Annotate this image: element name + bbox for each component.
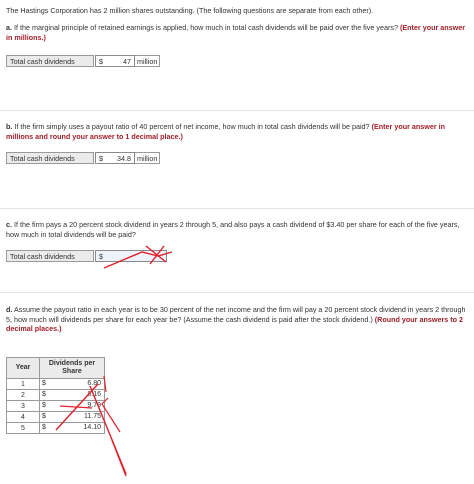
dollar-sign: $ — [99, 57, 103, 66]
dividend-value: 11.75 — [84, 413, 101, 420]
dividends-table — [6, 357, 105, 434]
header-dividends-per-share: Dividends per Share — [40, 358, 105, 379]
part-b-answer-value: 34.8 — [117, 154, 131, 163]
dividend-value: 6.80 — [87, 380, 101, 387]
part-d-question — [6, 305, 468, 334]
part-d-letter: d. — [6, 305, 13, 314]
part-a-answer-row — [6, 55, 160, 67]
part-c-answer-input[interactable] — [95, 250, 167, 262]
part-a-answer-label: Total cash dividends — [6, 55, 94, 67]
part-a-letter: a. — [6, 23, 12, 32]
part-b-letter: b. — [6, 122, 13, 131]
dividend-input[interactable] — [40, 401, 105, 412]
part-b-text: If the firm simply uses a payout ratio of 40 percent of net income, how much in total cash dividends will be paid? — [12, 122, 372, 131]
dollar-sign: $ — [42, 413, 46, 420]
table-header-row — [7, 358, 105, 379]
section-divider — [0, 208, 474, 209]
part-c-answer-label: Total cash dividends — [6, 250, 94, 262]
year-cell: 3 — [7, 401, 40, 412]
dollar-sign: $ — [42, 391, 46, 398]
dividend-input[interactable] — [40, 390, 105, 401]
dollar-sign: $ — [42, 424, 46, 431]
table-row — [7, 412, 105, 423]
dividend-input[interactable] — [40, 423, 105, 434]
part-d-instruction: (Round your answers to 2 decimal places.) — [6, 314, 464, 334]
part-c-question — [6, 220, 468, 239]
part-b-question — [6, 122, 468, 141]
intro-text — [6, 6, 468, 16]
part-a-text: If the marginal principle of retained earnings is applied, how much in total cash dividends will be paid over the five years? — [12, 23, 400, 32]
part-a-instruction: (Enter your answer in millions.) — [6, 23, 466, 42]
table-row — [7, 401, 105, 412]
year-cell: 1 — [7, 379, 40, 390]
part-b-answer-row — [6, 152, 160, 164]
table-row — [7, 379, 105, 390]
dollar-sign: $ — [99, 252, 103, 261]
dollar-sign: $ — [42, 402, 46, 409]
part-a-question — [6, 23, 468, 42]
dividend-input[interactable] — [40, 379, 105, 390]
intro-sentence: The Hastings Corporation has 2 million shares outstanding. (The following questions are separate from each other). — [6, 6, 374, 15]
part-d-text: Assume the payout ratio in each year is to be 30 percent of the net income and the firm will pay a 20 percent stock dividend in years 2 through 5, how much will dividends per share for each year be? (Assume the cash dividend is paid after the stock dividend.) — [6, 305, 466, 324]
table-row — [7, 423, 105, 434]
part-a-unit: million — [135, 55, 160, 67]
part-b-unit: million — [135, 152, 160, 164]
dividend-value: 14.10 — [83, 424, 101, 431]
part-b-answer-label: Total cash dividends — [6, 152, 94, 164]
part-b-answer-input[interactable] — [95, 152, 135, 164]
part-b-instruction: (Enter your answer in millions and round your answer to 1 decimal place.) — [6, 122, 446, 141]
section-divider — [0, 110, 474, 111]
part-c-letter: c. — [6, 220, 12, 229]
year-cell: 5 — [7, 423, 40, 434]
year-cell: 2 — [7, 390, 40, 401]
part-c-answer-row — [6, 250, 167, 262]
part-c-text: If the firm pays a 20 percent stock dividend in years 2 through 5, and also pays a cash dividend of $3.40 per share for each of the five years, how much in total dividends will be paid? — [6, 220, 460, 239]
red-arrow-tail — [112, 440, 126, 476]
part-a-answer-input[interactable] — [95, 55, 135, 67]
part-a-answer-value: 47 — [123, 57, 131, 66]
dividend-value: 8.16 — [87, 391, 101, 398]
header-year: Year — [7, 358, 40, 379]
dividend-value: 9.79 — [87, 402, 101, 409]
dollar-sign: $ — [42, 380, 46, 387]
dollar-sign: $ — [99, 154, 103, 163]
table-row — [7, 390, 105, 401]
section-divider — [0, 292, 474, 293]
year-cell: 4 — [7, 412, 40, 423]
dividend-input[interactable] — [40, 412, 105, 423]
